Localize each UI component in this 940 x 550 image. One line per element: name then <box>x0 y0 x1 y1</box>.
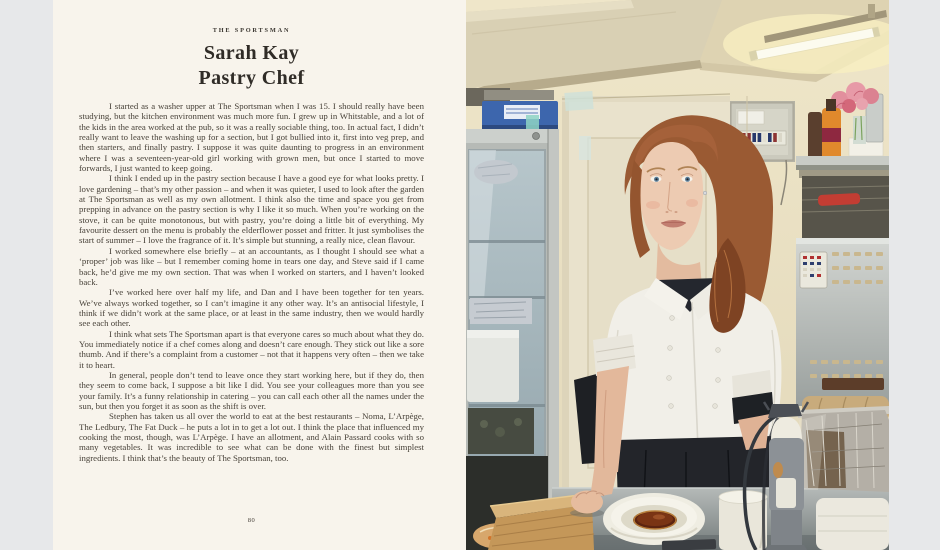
page-title-line2: Pastry Chef <box>198 66 305 89</box>
page-number: 80 <box>247 517 256 524</box>
foil-container <box>798 406 889 492</box>
book-page-left <box>53 0 466 550</box>
kitchen-portrait-photo <box>466 0 889 550</box>
dark-object <box>662 539 716 550</box>
red-handle <box>818 193 861 206</box>
body-paragraph: I’ve worked here over half my life, and Dan and I have been together for ten years. We’ve always worked together, so I can’t imagine it any other way. It’s an antisocial lifestyle, I think if we didn’t work at the same place, or at least in the same industry, then we would hardly see each other. <box>79 287 424 329</box>
body-paragraph: I started as a washer upper at The Sportsman when I was 15. I should really have been studying, but the kitchen environment was much more fun. I grew up in Whitstable, and a lot of the kids in the area worked at the pub, so it was a really sociable thing, too. In actual fact, I didn’t really want to leave the washing up for a section, but I got bullied into it, first into veg prep, and then starters, and finally pastry. I suppose it was quite daunting to progress in an environment where I was a seventeen-year-old girl working with grown men, but once I started to move forwards, I just wanted to keep going. <box>79 101 424 174</box>
dessert-bowl <box>603 493 705 545</box>
body-paragraph: In general, people don’t tend to leave once they start working here, but if they do, then they seem to come back, I suppose a bit like I did. You see your colleagues more than you see your family. It’s a funny relationship in catering – you can call each other all the names under the sun, but then you forget it as soon as the shift is over. <box>79 369 424 411</box>
earring <box>703 191 707 195</box>
white-appliance-base <box>816 498 889 550</box>
tape-scrap <box>564 91 593 111</box>
body-paragraph: Stephen has taken us all over the world to eat at the best restaurants – Noma, L’Arpège, The Ledbury, The Fat Duck – he puts a lot in to get a lot out. I think the place that influenced my cooking the most, though, was L’Arpège. I have an allotment, and Alain Passard cooks with so many vegetables. It was incredible to see what can be done with the finest but simplest ingredients. I think that’s the beauty of The Sportsman, too. <box>79 411 424 463</box>
book-page-photo <box>466 0 889 550</box>
tape-scrap <box>526 115 539 129</box>
equipment-rack <box>802 176 889 238</box>
body-paragraph: I think I ended up in the pastry section because I have a good eye for what looks pretty. I love gardening – that’s my other passion – and when it was quieter, I used to look after the garden at The Sportsman as well as my own allotment. I think also the time and space you get from prepping in advance on the pastry section is why I like it so much. When you’re working on the stove, it can be quite monotonous, but with pastry, you’re doing a little bit of everything. My favourite dessert on the menu is probably the elderflower posset and fritter. It just symbolises the start of summer – I love the fragrance of it. It’s simple but stunning, a really nice, clean flavour. <box>79 173 424 246</box>
steel-machine <box>796 238 889 422</box>
tape-scrap <box>579 136 591 160</box>
white-bucket <box>467 330 519 402</box>
wall-shelf <box>796 156 889 178</box>
body-paragraph: I worked somewhere else briefly – at an accountants, as I thought I should see what a ‘proper’ job was like – but I remember coming home in tears one day, and Steve said if I came back, he’d give me my own section. That was when I worked on starters, and I haven’t looked back. <box>79 245 424 287</box>
body-text <box>79 101 424 463</box>
body-paragraph: I think what sets The Sportsman apart is that everyone cares so much about what they do. You immediately notice if a chef comes along and doesn’t care enough. They stick out like a sore thumb. And if there’s a complaint from a customer – not that it happens very often – then we take it to heart. <box>79 328 424 370</box>
page-title-line1: Sarah Kay <box>203 42 300 64</box>
fridge-handle <box>533 133 540 140</box>
glass-door-fridge <box>466 88 559 550</box>
page-title <box>79 41 424 90</box>
running-head: THE SPORTSMAN <box>212 27 291 34</box>
